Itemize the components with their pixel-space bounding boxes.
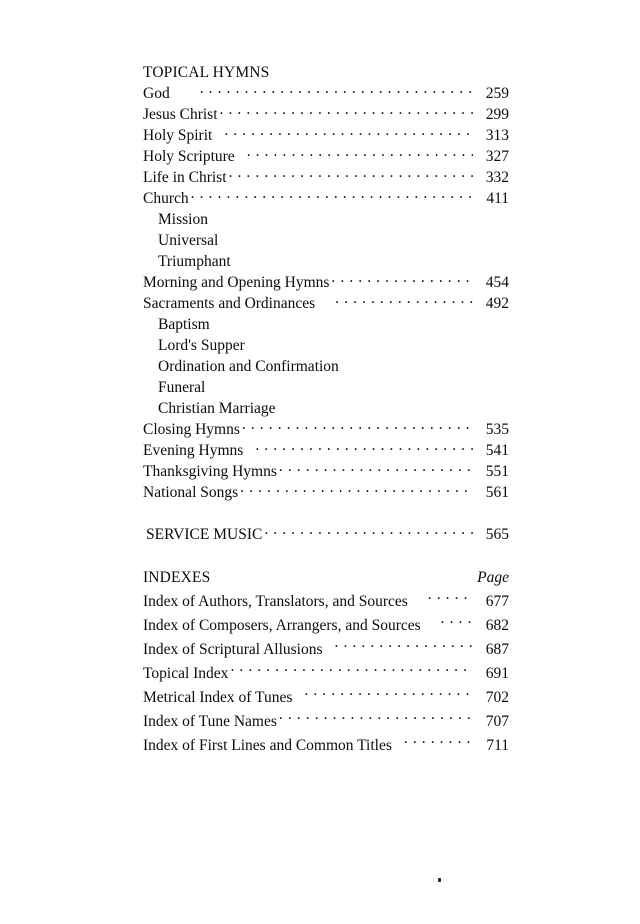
toc-label: Holy Scripture [143, 148, 235, 165]
dot-leader [304, 687, 473, 702]
toc-label: Church [143, 190, 189, 207]
toc-page-number: 687 [485, 641, 509, 658]
toc-subentry[interactable]: Christian Marriage [158, 400, 276, 417]
toc-row[interactable] [143, 638, 509, 662]
table-of-contents [143, 62, 509, 758]
dot-leader [229, 167, 473, 182]
toc-page-number: 299 [485, 106, 509, 123]
toc-page-number: 313 [485, 127, 509, 144]
dot-leader [240, 482, 473, 497]
toc-row[interactable] [143, 293, 509, 314]
dot-leader [279, 711, 473, 726]
toc-subentry[interactable]: Triumphant [158, 253, 231, 270]
toc-label: Index of Composers, Arrangers, and Sources [143, 617, 421, 634]
toc-row[interactable] [143, 440, 509, 461]
toc-row[interactable] [143, 482, 509, 503]
toc-page-number: 565 [485, 526, 509, 543]
toc-subentry[interactable]: Universal [158, 232, 219, 249]
toc-row[interactable] [143, 734, 509, 758]
dot-leader [220, 104, 474, 119]
toc-row[interactable] [143, 461, 509, 482]
toc-label: Closing Hymns [143, 421, 240, 438]
toc-page-number: 492 [485, 295, 509, 312]
toc-page-number: 259 [485, 85, 509, 102]
toc-label: Jesus Christ [143, 106, 218, 123]
topical-entries-group-2 [143, 272, 509, 314]
toc-page-number: 332 [485, 169, 509, 186]
service-music-block [143, 524, 509, 545]
dot-leader [200, 83, 473, 98]
dot-leader [247, 146, 473, 161]
dot-leader [428, 591, 473, 606]
toc-row[interactable] [143, 590, 509, 614]
dot-leader [404, 735, 473, 750]
toc-row[interactable] [143, 104, 509, 125]
toc-page-number: 454 [485, 274, 509, 291]
toc-subentry[interactable]: Baptism [158, 316, 210, 333]
toc-label: Index of Authors, Translators, and Sources [143, 593, 408, 610]
toc-page-number: 561 [485, 484, 509, 501]
toc-page-number: 327 [485, 148, 509, 165]
sacraments-subentries-group [143, 314, 509, 419]
toc-label: SERVICE MUSIC [146, 526, 263, 543]
indexes-block [143, 566, 509, 758]
section-spacer [143, 503, 509, 524]
toc-page-number: 677 [485, 593, 509, 610]
topical-entries-group-1 [143, 83, 509, 209]
toc-row[interactable] [143, 167, 509, 188]
toc-page-number: 711 [486, 737, 509, 754]
toc-row[interactable] [143, 614, 509, 638]
dot-leader [224, 125, 473, 140]
toc-row[interactable] [143, 419, 509, 440]
toc-row[interactable] [143, 662, 509, 686]
toc-page-number: 691 [485, 665, 509, 682]
toc-subentry[interactable]: Mission [158, 211, 208, 228]
toc-label: Topical Index [143, 665, 229, 682]
section-spacer [143, 545, 509, 566]
dot-leader [441, 615, 473, 630]
toc-page-number: 702 [485, 689, 509, 706]
toc-label: Index of Tune Names [143, 713, 277, 730]
dot-leader [191, 188, 473, 203]
dot-leader [230, 663, 473, 678]
toc-row[interactable] [143, 83, 509, 104]
toc-label: Morning and Opening Hymns [143, 274, 330, 291]
toc-label: Life in Christ [143, 169, 227, 186]
toc-subentry[interactable]: Funeral [158, 379, 206, 396]
page-column-label: Page [477, 569, 509, 586]
ink-speck-artifact [438, 878, 441, 882]
toc-page-number: 682 [485, 617, 509, 634]
dot-leader [279, 461, 473, 476]
dot-leader [335, 293, 473, 308]
toc-subentry[interactable]: Lord's Supper [158, 337, 245, 354]
section-heading-topical-hymns: TOPICAL HYMNS [143, 64, 270, 81]
dot-leader [331, 272, 473, 287]
section-heading-indexes: INDEXES [143, 569, 211, 586]
toc-row[interactable] [143, 125, 509, 146]
indexes-heading-row [143, 566, 509, 590]
indexes-entries-group [143, 590, 509, 758]
church-subentries-group [143, 209, 509, 272]
toc-row[interactable] [143, 146, 509, 167]
toc-subentry[interactable]: Ordination and Confirmation [158, 358, 339, 375]
dot-leader [242, 419, 473, 434]
toc-row[interactable] [143, 188, 509, 209]
toc-page-number: 535 [485, 421, 509, 438]
dot-leader [335, 639, 473, 654]
toc-page-number: 551 [485, 463, 509, 480]
toc-label: Evening Hymns [143, 442, 244, 459]
toc-label: Index of First Lines and Common Titles [143, 737, 392, 754]
topical-entries-group-3 [143, 419, 509, 503]
toc-row-service-music[interactable] [146, 524, 509, 545]
toc-page-number: 541 [485, 442, 509, 459]
toc-row[interactable] [143, 686, 509, 710]
toc-label: National Songs [143, 484, 239, 501]
toc-label: Metrical Index of Tunes [143, 689, 293, 706]
toc-row[interactable] [143, 272, 509, 293]
toc-label: Thanksgiving Hymns [143, 463, 277, 480]
dot-leader [264, 524, 473, 539]
toc-label: God [143, 85, 170, 102]
dot-leader [255, 440, 473, 455]
toc-label: Sacraments and Ordinances [143, 295, 316, 312]
toc-page-number: 411 [486, 190, 509, 207]
toc-page-number: 707 [485, 713, 509, 730]
toc-label: Index of Scriptural Allusions [143, 641, 323, 658]
toc-label: Holy Spirit [143, 127, 213, 144]
toc-row[interactable] [143, 710, 509, 734]
